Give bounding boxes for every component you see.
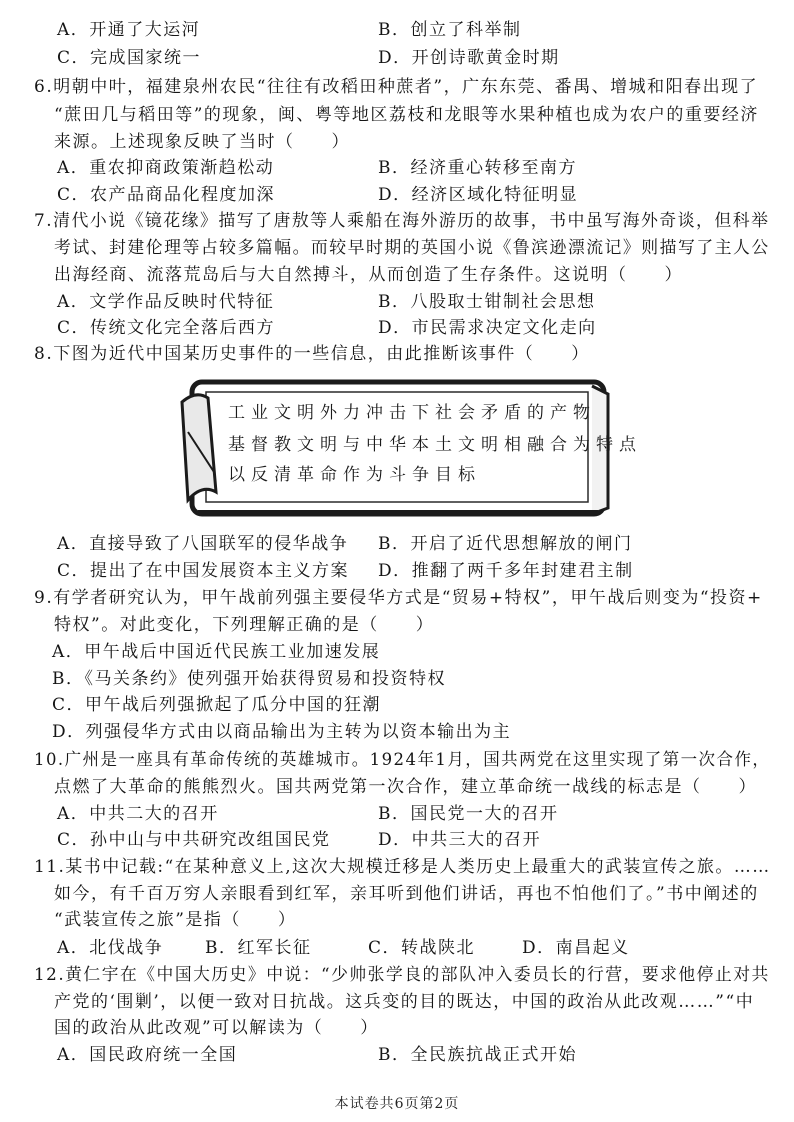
q10-stem-line-2: 点燃了大革命的熊熊烈火。国共两党第一次合作，建立革命统一战线的标志是（ ） (54, 777, 757, 797)
q9-option-d: D．列强侵华方式由以商品输出为主转为以资本输出为主 (52, 722, 512, 742)
q12-option-a: A．国民政府统一全国 (57, 1045, 238, 1065)
q12-stem-line-3: 国的政治从此改观”可以解读为（ ） (54, 1018, 379, 1038)
q9-option-a: A．甲午战后中国近代民族工业加速发展 (52, 642, 381, 662)
q9-option-c: C．甲午战后列强掀起了瓜分中国的狂潮 (52, 695, 382, 715)
q10-option-a: A．中共二大的召开 (57, 804, 219, 824)
q5-option-a: A．开通了大运河 (57, 20, 201, 40)
q8-figure-line-2: 基督教文明与中华本土文明相融合为特点 (228, 435, 642, 455)
q10-stem-line-1: 10.广州是一座具有革命传统的英雄城市。1924年1月，国共两党在这里实现了第一次合作， (34, 750, 771, 770)
q6-stem-line-2: “蔗田几与稻田等”的现象，闽、粤等地区荔枝和龙眼等水果种植也成为农户的重要经济 (54, 105, 759, 125)
q6-option-b: B．经济重心转移至南方 (378, 158, 577, 178)
q8-figure-board (178, 372, 642, 524)
q11-option-d: D．南昌起义 (522, 938, 630, 958)
q10-option-b: B．国民党一大的召开 (378, 804, 559, 824)
q8-option-d: D．推翻了两千多年封建君主制 (378, 561, 634, 581)
q11-option-c: C．转战陕北 (368, 938, 476, 958)
q7-stem-line-2: 考试、封建伦理等占较多篇幅。而较早时期的英国小说《鲁滨逊漂流记》则描写了主人公 (54, 238, 770, 258)
q12-stem-line-1: 12.黄仁宇在《中国大历史》中说：“少帅张学良的部队冲入委员长的行营，要求他停止对共 (34, 965, 770, 985)
q8-option-a: A．直接导致了八国联军的侵华战争 (57, 534, 349, 554)
q8-stem-line-1: 8.下图为近代中国某历史事件的一些信息，由此推断该事件（ ） (34, 344, 590, 364)
q6-option-a: A．重农抑商政策渐趋松动 (57, 158, 275, 178)
q10-option-d: D．中共三大的召开 (378, 830, 542, 850)
page-footer: 本试卷共6页第2页 (334, 1096, 460, 1112)
q7-option-d: D．市民需求决定文化走向 (378, 318, 597, 338)
q7-option-c: C．传统文化完全落后西方 (57, 318, 276, 338)
q9-option-b: B．《马关条约》使列强开始获得贸易和投资特权 (52, 669, 446, 689)
q8-figure-line-3: 以反清革命作为斗争目标 (228, 465, 481, 485)
q9-stem-line-2: 特权”。对此变化，下列理解正确的是（ ） (54, 615, 435, 635)
q12-stem-line-2: 产党的‘围剿’，以便一致对日抗战。这兵变的目的既达，中国的政治从此改观……”“中 (54, 992, 755, 1012)
q7-stem-line-1: 7.清代小说《镜花缘》描写了唐敖等人乘船在海外游历的故事，书中虽写海外奇谈，但科举 (34, 211, 770, 231)
q8-option-c: C．提出了在中国发展资本主义方案 (57, 561, 350, 581)
q11-option-a: A．北伐战争 (57, 938, 164, 958)
q6-stem-line-1: 6.明朝中叶，福建泉州农民“往往有改稻田种蔗者”，广东东莞、番禺、增城和阳春出现了 (34, 77, 759, 97)
q7-stem-line-3: 出海经商、流落荒岛后与大自然搏斗，从而创造了生存条件。这说明（ ） (54, 265, 683, 285)
q12-option-b: B．全民族抗战正式开始 (378, 1045, 577, 1065)
q8-option-b: B．开启了近代思想解放的闸门 (378, 534, 633, 554)
q10-option-c: C．孙中山与中共研究改组国民党 (57, 830, 331, 850)
q11-option-b: B．红军长征 (205, 938, 312, 958)
q7-option-b: B．八股取士钳制社会思想 (378, 292, 596, 312)
q6-stem-line-3: 来源。上述现象反映了当时（ ） (54, 132, 350, 152)
q5-option-d: D．开创诗歌黄金时期 (378, 48, 560, 68)
q5-option-c: C．完成国家统一 (57, 48, 202, 68)
q11-stem-line-3: “武装宣传之旅”是指（ ） (54, 910, 297, 930)
q11-stem-line-1: 11.某书中记载:“在某种意义上,这次大规模迁移是人类历史上最重大的武装宣传之旅。…… (34, 857, 771, 877)
q7-option-a: A．文学作品反映时代特征 (57, 292, 275, 312)
q6-option-c: C．农产品商品化程度加深 (57, 185, 276, 205)
q11-stem-line-2: 如今，有千百万穷人亲眼看到红军，亲耳听到他们讲话，再也不怕他们了。”书中阐述的 (54, 884, 759, 904)
q9-stem-line-1: 9.有学者研究认为，甲午战前列强主要侵华方式是“贸易+特权”，甲午战后则变为“投资+ (34, 588, 763, 608)
q5-option-b: B．创立了科举制 (378, 20, 522, 40)
q8-figure-line-1: 工业文明外力冲击下社会矛盾的产物 (228, 403, 596, 423)
q6-option-d: D．经济区域化特征明显 (378, 185, 579, 205)
